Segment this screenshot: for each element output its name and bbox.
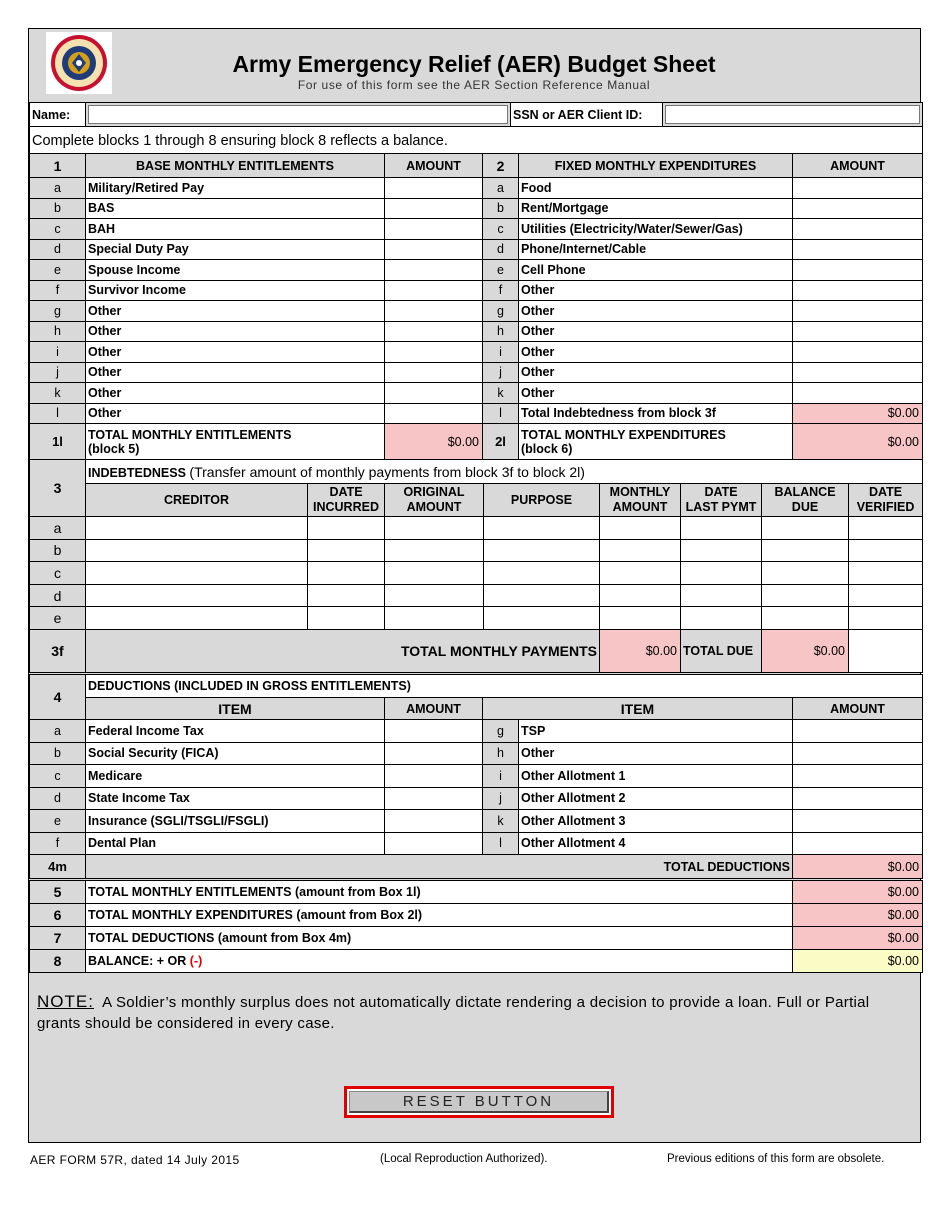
block-1-letter: h — [30, 321, 86, 342]
block-1-letter: b — [30, 198, 86, 219]
block-1-item-label: Military/Retired Pay — [86, 178, 385, 199]
block-2-amount-input[interactable] — [793, 219, 923, 240]
deduction-item-label: Medicare — [86, 765, 385, 788]
block-4-letter: i — [483, 765, 519, 788]
block-1-item-label: Other — [86, 403, 385, 424]
block-2-letter: l — [483, 403, 519, 424]
debt-date-verified-input[interactable] — [849, 584, 923, 607]
block-1-item-label: Other — [86, 362, 385, 383]
block-1-amount-input[interactable] — [385, 321, 483, 342]
deduction-amount-input[interactable] — [793, 720, 923, 743]
block-1-item-label: BAS — [86, 198, 385, 219]
ssn-field[interactable] — [663, 103, 923, 127]
block-3-letter: e — [30, 607, 86, 630]
debt-balance-due-input[interactable] — [762, 607, 849, 630]
debt-purpose-input[interactable] — [484, 517, 600, 540]
debt-monthly-amount-input[interactable] — [600, 607, 681, 630]
summary-label: TOTAL MONTHLY ENTITLEMENTS (amount from Box 1l) — [86, 881, 793, 904]
block-2-amount-input[interactable] — [793, 280, 923, 301]
debt-purpose-input[interactable] — [484, 562, 600, 585]
debt-creditor-input[interactable] — [86, 539, 308, 562]
block-1-amount-input[interactable] — [385, 362, 483, 383]
block-2-letter: c — [483, 219, 519, 240]
note-body: A Soldier’s monthly surplus does not automatically dictate rendering a decision to provide a loan. Full or Partial grants should be considered in every case. — [37, 994, 870, 1032]
total-deductions-value: $0.00 — [793, 855, 923, 879]
balance-value: $0.00 — [793, 950, 923, 973]
note-text — [37, 991, 907, 1034]
block-4-item-header-right: ITEM — [483, 698, 793, 720]
block-1-item-label: Other — [86, 301, 385, 322]
block-2-item-label: Other — [519, 362, 793, 383]
debt-monthly-amount-input[interactable] — [600, 539, 681, 562]
block-1-letter: a — [30, 178, 86, 199]
block-1-amount-input[interactable] — [385, 239, 483, 260]
debt-purpose-input[interactable] — [484, 539, 600, 562]
debt-date-verified-input[interactable] — [849, 607, 923, 630]
deduction-amount-input[interactable] — [385, 720, 483, 743]
block-1-amount-input[interactable] — [385, 403, 483, 424]
block-1-letter: c — [30, 219, 86, 240]
deduction-item-label: State Income Tax — [86, 787, 385, 810]
block-2-letter: j — [483, 362, 519, 383]
debt-date-incurred-input[interactable] — [308, 517, 385, 540]
block-1-total-value: $0.00 — [385, 424, 483, 460]
block-1-item-label: Survivor Income — [86, 280, 385, 301]
reset-button-frame — [344, 1086, 614, 1118]
total-due-spare-cell — [849, 629, 923, 672]
block-4-amount-header-left: AMOUNT — [385, 698, 483, 720]
deduction-amount-input[interactable] — [793, 742, 923, 765]
deduction-item-label: Social Security (FICA) — [86, 742, 385, 765]
debt-balance-due-input[interactable] — [762, 584, 849, 607]
block-2-amount-input[interactable] — [793, 321, 923, 342]
block-4-letter: c — [30, 765, 86, 788]
debt-creditor-input[interactable] — [86, 562, 308, 585]
block-2-letter: f — [483, 280, 519, 301]
block-2-item-label: Total Indebtedness from block 3f — [519, 403, 793, 424]
footer-reproduction: (Local Reproduction Authorized). — [380, 1153, 548, 1165]
block-4-letter: h — [483, 742, 519, 765]
debt-monthly-amount-input[interactable] — [600, 562, 681, 585]
block-1-header: BASE MONTHLY ENTITLEMENTS — [86, 154, 385, 178]
block-2-item-label: Rent/Mortgage — [519, 198, 793, 219]
block-4-letter: k — [483, 810, 519, 833]
block-2-item-label: Cell Phone — [519, 260, 793, 281]
block-1-item-label: Spouse Income — [86, 260, 385, 281]
footer-obsolete: Previous editions of this form are obsolete. — [667, 1153, 885, 1165]
block-4-letter: a — [30, 720, 86, 743]
block-2-letter: g — [483, 301, 519, 322]
block-1-amount-input[interactable] — [385, 342, 483, 363]
debt-date-incurred-input[interactable] — [308, 562, 385, 585]
deduction-item-label: Other Allotment 3 — [519, 810, 793, 833]
block-1-letter: i — [30, 342, 86, 363]
block-1-amount-input[interactable] — [385, 301, 483, 322]
block-3-letter: a — [30, 517, 86, 540]
block-1-item-label: Other — [86, 321, 385, 342]
deduction-item-label: Dental Plan — [86, 832, 385, 855]
block-1-amount-input[interactable] — [385, 260, 483, 281]
block-1-amount-input[interactable] — [385, 198, 483, 219]
col-monthly-amount: MONTHLY AMOUNT — [600, 484, 681, 517]
debt-original-amount-input[interactable] — [385, 517, 484, 540]
block-2l-number: 2l — [483, 424, 519, 460]
total-due-value: $0.00 — [762, 629, 849, 672]
deduction-amount-input[interactable] — [793, 832, 923, 855]
block-2-item-label: Other — [519, 321, 793, 342]
debt-date-incurred-input[interactable] — [308, 539, 385, 562]
deduction-amount-input[interactable] — [385, 742, 483, 765]
block-8-number: 8 — [30, 950, 86, 973]
deduction-item-label: Insurance (SGLI/TSGLI/FSGLI) — [86, 810, 385, 833]
block-1-amount-input[interactable] — [385, 280, 483, 301]
deduction-item-label: TSP — [519, 720, 793, 743]
block-4-letter: d — [30, 787, 86, 810]
block-4-table — [29, 674, 923, 879]
block-1-item-label: Other — [86, 383, 385, 404]
deduction-amount-input[interactable] — [385, 787, 483, 810]
block-1-item-label: BAH — [86, 219, 385, 240]
debt-date-last-pymt-input[interactable] — [681, 584, 762, 607]
deduction-amount-input[interactable] — [793, 787, 923, 810]
instructions-text: Complete blocks 1 through 8 ensuring block 8 reflects a balance. — [30, 127, 923, 156]
block-4-header: DEDUCTIONS (INCLUDED IN GROSS ENTITLEMENTS) — [86, 675, 923, 698]
deduction-item-label: Other Allotment 2 — [519, 787, 793, 810]
block-1-letter: l — [30, 403, 86, 424]
block-2-item-label: Food — [519, 178, 793, 199]
block-1-letter: j — [30, 362, 86, 383]
block-2-item-label: Other — [519, 342, 793, 363]
col-date-last-pymt: DATE LAST PYMT — [681, 484, 762, 517]
block-4-amount-header-right: AMOUNT — [793, 698, 923, 720]
block-1-amount-input[interactable] — [385, 178, 483, 199]
deduction-item-label: Federal Income Tax — [86, 720, 385, 743]
block-4-letter: l — [483, 832, 519, 855]
col-original-amount: ORIGINAL AMOUNT — [385, 484, 484, 517]
summary-number: 6 — [30, 904, 86, 927]
block-1-letter: f — [30, 280, 86, 301]
name-label: Name: — [30, 103, 86, 127]
block-2-letter: i — [483, 342, 519, 363]
block-2-amount-input[interactable] — [793, 260, 923, 281]
summary-value: $0.00 — [793, 927, 923, 950]
total-monthly-payments-label: TOTAL MONTHLY PAYMENTS — [86, 629, 600, 672]
block-2-amount-input[interactable] — [793, 301, 923, 322]
note-heading: NOTE: — [37, 992, 94, 1011]
debt-date-verified-input[interactable] — [849, 539, 923, 562]
block-4-letter: g — [483, 720, 519, 743]
col-date-verified: DATE VERIFIED — [849, 484, 923, 517]
block-4-letter: e — [30, 810, 86, 833]
name-row-table — [29, 102, 923, 156]
total-deductions-label: TOTAL DEDUCTIONS — [86, 855, 793, 879]
block-2-letter: d — [483, 239, 519, 260]
block-1-amount-input[interactable] — [385, 219, 483, 240]
deduction-amount-input[interactable] — [385, 810, 483, 833]
debt-balance-due-input[interactable] — [762, 539, 849, 562]
block-1-total-label: TOTAL MONTHLY ENTITLEMENTS (block 5) — [86, 424, 385, 460]
block-1-letter: g — [30, 301, 86, 322]
block-4-number: 4 — [30, 675, 86, 720]
block-1-letter: k — [30, 383, 86, 404]
deduction-item-label: Other — [519, 742, 793, 765]
reset-button[interactable]: RESET BUTTON — [349, 1091, 609, 1113]
debt-date-verified-input[interactable] — [849, 517, 923, 540]
debt-purpose-input[interactable] — [484, 607, 600, 630]
block-2-header: FIXED MONTHLY EXPENDITURES — [519, 154, 793, 178]
total-due-label: TOTAL DUE — [681, 629, 762, 672]
debt-original-amount-input[interactable] — [385, 539, 484, 562]
debt-purpose-input[interactable] — [484, 584, 600, 607]
debt-creditor-input[interactable] — [86, 584, 308, 607]
debt-monthly-amount-input[interactable] — [600, 517, 681, 540]
block-1-item-label: Special Duty Pay — [86, 239, 385, 260]
form-title: Army Emergency Relief (AER) Budget Sheet — [232, 51, 716, 77]
block-2-total-value: $0.00 — [793, 424, 923, 460]
block-3-letter: b — [30, 539, 86, 562]
block-2-item-label: Other — [519, 383, 793, 404]
block-2l-indebtedness-value: $0.00 — [793, 403, 923, 424]
block-4m-number: 4m — [30, 855, 86, 879]
block-2-letter: b — [483, 198, 519, 219]
form-subtitle: For use of this form see the AER Section Reference Manual — [297, 78, 651, 92]
block-3-number: 3 — [30, 460, 86, 517]
block-2-amount-input[interactable] — [793, 383, 923, 404]
col-date-incurred: DATE INCURRED — [308, 484, 385, 517]
summary-table — [29, 880, 923, 973]
debt-creditor-input[interactable] — [86, 517, 308, 540]
debt-date-last-pymt-input[interactable] — [681, 517, 762, 540]
block-2-item-label: Utilities (Electricity/Water/Sewer/Gas) — [519, 219, 793, 240]
debt-date-incurred-input[interactable] — [308, 607, 385, 630]
block-2-letter: e — [483, 260, 519, 281]
block-2-item-label: Other — [519, 280, 793, 301]
debt-original-amount-input[interactable] — [385, 607, 484, 630]
block-2-amount-input[interactable] — [793, 178, 923, 199]
deduction-item-label: Other Allotment 4 — [519, 832, 793, 855]
debt-date-last-pymt-input[interactable] — [681, 562, 762, 585]
block-1l-number: 1l — [30, 424, 86, 460]
block-3-table — [29, 459, 923, 673]
col-creditor: CREDITOR — [86, 484, 308, 517]
deduction-amount-input[interactable] — [385, 765, 483, 788]
debt-balance-due-input[interactable] — [762, 517, 849, 540]
block-3-letter: c — [30, 562, 86, 585]
block-2-amount-input[interactable] — [793, 198, 923, 219]
col-balance-due: BALANCE DUE — [762, 484, 849, 517]
deduction-amount-input[interactable] — [385, 832, 483, 855]
debt-original-amount-input[interactable] — [385, 584, 484, 607]
summary-number: 7 — [30, 927, 86, 950]
summary-label: TOTAL DEDUCTIONS (amount from Box 4m) — [86, 927, 793, 950]
debt-date-verified-input[interactable] — [849, 562, 923, 585]
debt-balance-due-input[interactable] — [762, 562, 849, 585]
block-2-letter: a — [483, 178, 519, 199]
block-2-amount-input[interactable] — [793, 342, 923, 363]
block-2-amount-header: AMOUNT — [793, 154, 923, 178]
debt-creditor-input[interactable] — [86, 607, 308, 630]
deduction-amount-input[interactable] — [793, 810, 923, 833]
balance-label: BALANCE: + OR (-) — [86, 950, 793, 973]
block-2-letter: k — [483, 383, 519, 404]
debt-original-amount-input[interactable] — [385, 562, 484, 585]
total-monthly-payments-value: $0.00 — [600, 629, 681, 672]
block-2-total-label: TOTAL MONTHLY EXPENDITURES (block 6) — [519, 424, 793, 460]
debt-date-last-pymt-input[interactable] — [681, 607, 762, 630]
name-field[interactable] — [86, 103, 511, 127]
debt-date-incurred-input[interactable] — [308, 584, 385, 607]
summary-value: $0.00 — [793, 904, 923, 927]
block-3f-number: 3f — [30, 629, 86, 672]
block-2-amount-input[interactable] — [793, 239, 923, 260]
block-3-header: INDEBTEDNESS (Transfer amount of monthly payments from block 3f to block 2l) — [86, 460, 923, 484]
block-2-number: 2 — [483, 154, 519, 178]
block-2-item-label: Phone/Internet/Cable — [519, 239, 793, 260]
blocks-1-2-table — [29, 153, 923, 460]
block-4-letter: b — [30, 742, 86, 765]
deduction-item-label: Other Allotment 1 — [519, 765, 793, 788]
block-4-letter: j — [483, 787, 519, 810]
block-4-letter: f — [30, 832, 86, 855]
summary-label: TOTAL MONTHLY EXPENDITURES (amount from Box 2l) — [86, 904, 793, 927]
form-header — [29, 29, 919, 102]
block-2-item-label: Other — [519, 301, 793, 322]
block-1-letter: d — [30, 239, 86, 260]
block-3-letter: d — [30, 584, 86, 607]
block-1-letter: e — [30, 260, 86, 281]
block-1-number: 1 — [30, 154, 86, 178]
col-purpose: PURPOSE — [484, 484, 600, 517]
block-2-letter: h — [483, 321, 519, 342]
summary-value: $0.00 — [793, 881, 923, 904]
summary-number: 5 — [30, 881, 86, 904]
debt-date-last-pymt-input[interactable] — [681, 539, 762, 562]
budget-sheet-form — [28, 28, 921, 1143]
block-1-amount-header: AMOUNT — [385, 154, 483, 178]
footer-form-id: AER FORM 57R, dated 14 July 2015 — [30, 1153, 240, 1167]
debt-monthly-amount-input[interactable] — [600, 584, 681, 607]
block-1-item-label: Other — [86, 342, 385, 363]
deduction-amount-input[interactable] — [793, 765, 923, 788]
ssn-label: SSN or AER Client ID: — [511, 103, 663, 127]
block-2-amount-input[interactable] — [793, 362, 923, 383]
block-1-amount-input[interactable] — [385, 383, 483, 404]
block-4-item-header-left: ITEM — [86, 698, 385, 720]
